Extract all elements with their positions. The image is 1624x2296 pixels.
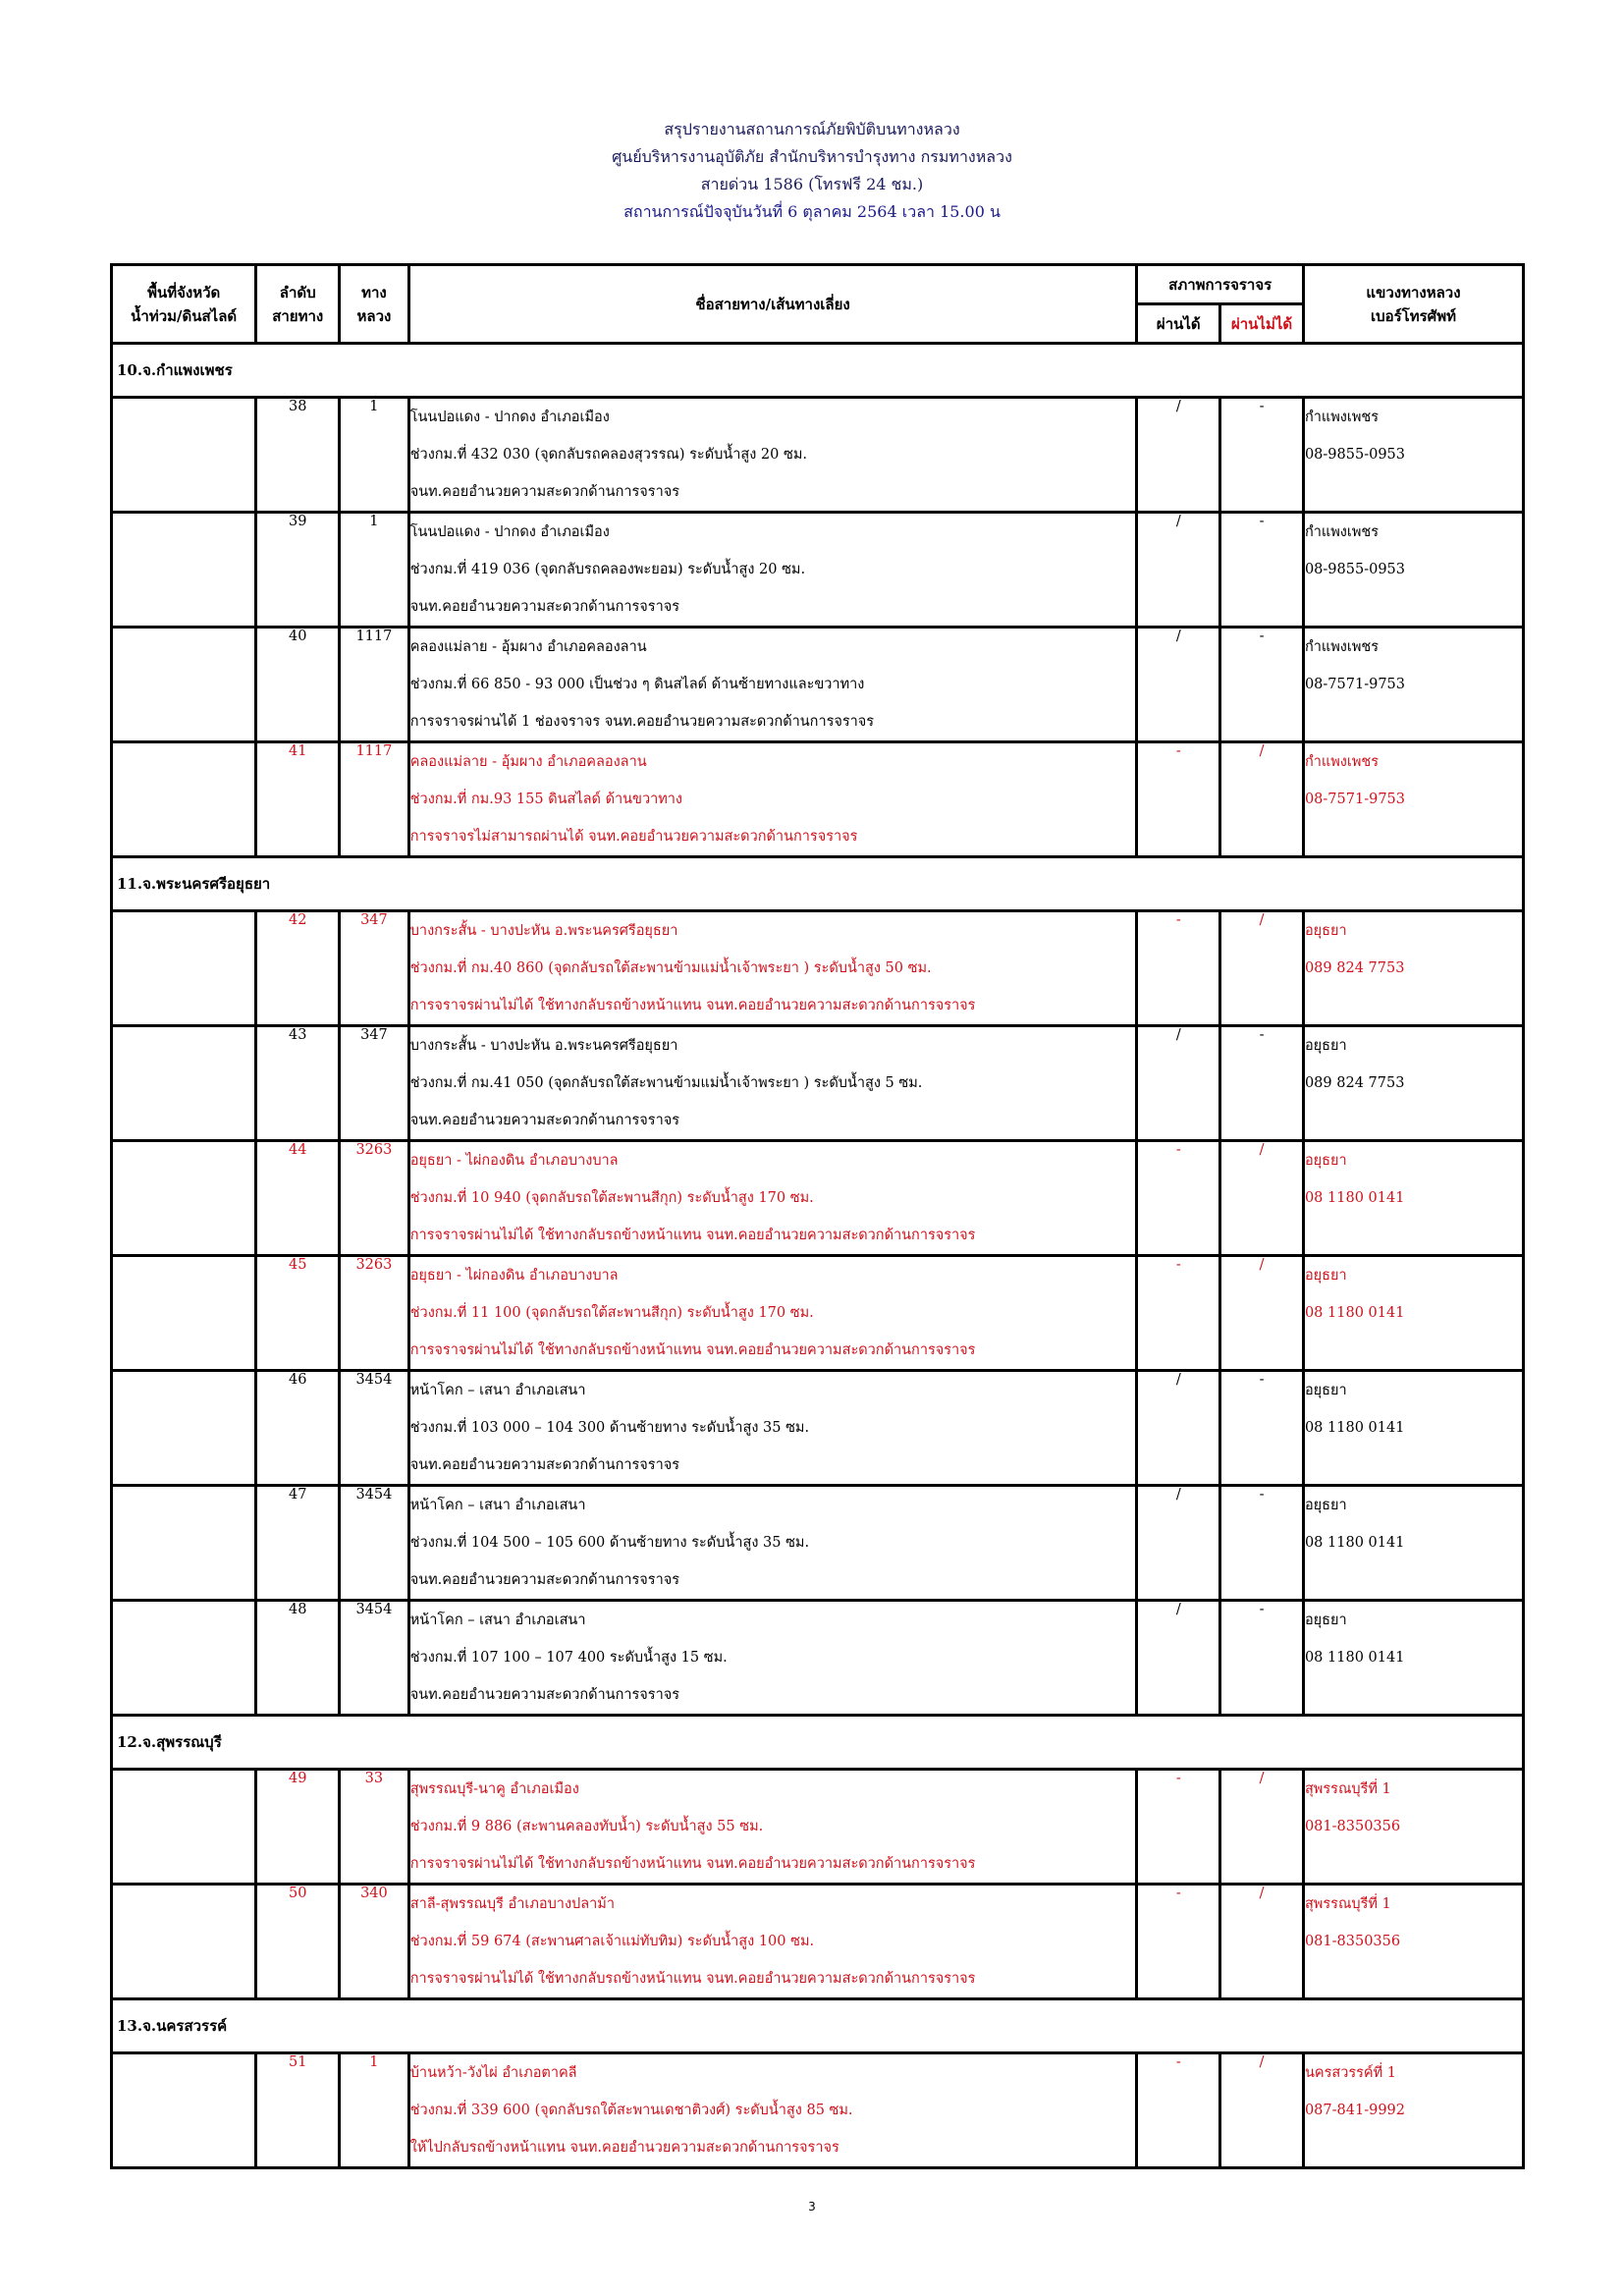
area-cell — [112, 1486, 256, 1601]
column-header-route: ชื่อสายทาง/เส้นทางเลี่ยง — [408, 265, 1137, 344]
sequence-number: 40 — [256, 628, 340, 742]
highway-number: 3454 — [340, 1601, 409, 1716]
highway-number: 3454 — [340, 1371, 409, 1486]
office-phone: 08-7571-9753 — [1304, 677, 1406, 692]
not-passable-mark: / — [1220, 1770, 1304, 1885]
office-cell — [1303, 1601, 1523, 1716]
area-cell — [112, 1770, 256, 1885]
office-phone: 081-8350356 — [1304, 1819, 1401, 1834]
not-passable-mark: / — [1220, 1256, 1304, 1371]
route-name: สุพรรณบุรี-นาคู อำเภอเมือง — [409, 1781, 579, 1797]
sequence-number: 48 — [256, 1601, 340, 1716]
table-row — [112, 1601, 1524, 1716]
office-name: สุพรรณบุรีที่ 1 — [1304, 1781, 1391, 1797]
not-passable-mark: - — [1220, 1601, 1304, 1716]
highway-number: 1 — [340, 2053, 409, 2168]
not-passable-mark: - — [1220, 513, 1304, 628]
table-row — [112, 628, 1524, 742]
province-name: 12.จ.สุพรรณบุรี — [112, 1716, 1524, 1770]
office-name: กำแพงเพชร — [1304, 524, 1380, 540]
route-name: หน้าโคก – เสนา อำเภอเสนา — [409, 1383, 586, 1398]
not-passable-mark: - — [1220, 1026, 1304, 1141]
passable-mark: / — [1137, 1486, 1220, 1601]
page-number: 3 — [808, 2200, 816, 2214]
column-header-office — [1303, 265, 1523, 344]
route-note: จนท.คอยอำนวยความสะดวกด้านการจราจร — [409, 1572, 680, 1588]
not-passable-mark: / — [1220, 742, 1304, 857]
column-header-passable: ผ่านได้ — [1137, 304, 1220, 344]
route-note: จนท.คอยอำนวยความสะดวกด้านการจราจร — [409, 1457, 680, 1473]
province-row — [112, 1999, 1524, 2053]
not-passable-mark: / — [1220, 1885, 1304, 1999]
passable-mark: - — [1137, 742, 1220, 857]
route-cell — [408, 1885, 1137, 1999]
route-name: โนนปอแดง - ปากดง อำเภอเมือง — [409, 524, 610, 540]
sequence-number: 39 — [256, 513, 340, 628]
office-name: กำแพงเพชร — [1304, 410, 1380, 425]
sequence-number: 38 — [256, 398, 340, 513]
route-detail: ช่วงกม.ที่ 59 674 (สะพานศาลเจ้าแม่ทับทิม) ระดับน้ำสูง 100 ซม. — [409, 1934, 815, 1949]
route-detail: ช่วงกม.ที่ กม.41 050 (จุดกลับรถใต้สะพานข้ามแม่น้ำเจ้าพระยา ) ระดับน้ำสูง 5 ซม. — [409, 1075, 923, 1091]
route-name: อยุธยา - ไผ่กองดิน อำเภอบางบาล — [409, 1153, 619, 1169]
table-body — [112, 344, 1524, 2168]
route-cell — [408, 398, 1137, 513]
route-name: บางกระสั้น - บางปะหัน อ.พระนครศรีอยุธยา — [409, 923, 678, 939]
area-cell — [112, 1601, 256, 1716]
office-phone: 08 1180 0141 — [1304, 1650, 1405, 1666]
report-header — [0, 116, 1624, 226]
table-row — [112, 2053, 1524, 2168]
route-detail: ช่วงกม.ที่ 9 886 (สะพานคลองทับน้ำ) ระดับน้ำสูง 55 ซม. — [409, 1819, 764, 1834]
office-phone: 08 1180 0141 — [1304, 1190, 1405, 1206]
route-name: อยุธยา - ไผ่กองดิน อำเภอบางบาล — [409, 1268, 619, 1284]
passable-mark: / — [1137, 1026, 1220, 1141]
header-text: พื้นที่จังหวัด — [147, 283, 221, 301]
sequence-number: 47 — [256, 1486, 340, 1601]
office-name: อยุธยา — [1304, 1613, 1347, 1628]
route-cell — [408, 1601, 1137, 1716]
province-row — [112, 344, 1524, 398]
passable-mark: / — [1137, 1601, 1220, 1716]
office-name: อยุธยา — [1304, 1153, 1347, 1169]
office-name: อยุธยา — [1304, 1383, 1347, 1398]
sequence-number: 42 — [256, 911, 340, 1026]
sequence-number: 50 — [256, 1885, 340, 1999]
sequence-number: 43 — [256, 1026, 340, 1141]
route-detail: ช่วงกม.ที่ 339 600 (จุดกลับรถใต้สะพานเดชาติวงศ์) ระดับน้ำสูง 85 ซม. — [409, 2103, 853, 2118]
column-header-highway — [340, 265, 409, 344]
area-cell — [112, 628, 256, 742]
office-name: อยุธยา — [1304, 923, 1347, 939]
passable-mark: - — [1137, 1256, 1220, 1371]
office-cell — [1303, 1371, 1523, 1486]
table-row — [112, 1885, 1524, 1999]
office-name: สุพรรณบุรีที่ 1 — [1304, 1896, 1391, 1912]
route-note: จนท.คอยอำนวยความสะดวกด้านการจราจร — [409, 484, 680, 500]
office-name: กำแพงเพชร — [1304, 639, 1380, 655]
table-row — [112, 513, 1524, 628]
route-name: หน้าโคก – เสนา อำเภอเสนา — [409, 1613, 586, 1628]
area-cell — [112, 398, 256, 513]
route-detail: ช่วงกม.ที่ กม.40 860 (จุดกลับรถใต้สะพานข้ามแม่น้ำเจ้าพระยา ) ระดับน้ำสูง 50 ซม. — [409, 960, 932, 976]
route-note: การจราจรผ่านไม่ได้ ใช้ทางกลับรถข้างหน้าแทน จนท.คอยอำนวยความสะดวกด้านการจราจร — [409, 1228, 976, 1243]
office-phone: 08 1180 0141 — [1304, 1420, 1405, 1436]
not-passable-mark: - — [1220, 628, 1304, 742]
route-detail: ช่วงกม.ที่ 66 850 - 93 000 เป็นช่วง ๆ ดินสไลด์ ด้านซ้ายทางและขวาทาง — [409, 677, 865, 692]
sequence-number: 49 — [256, 1770, 340, 1885]
area-cell — [112, 1256, 256, 1371]
office-phone: 089 824 7753 — [1304, 1075, 1405, 1091]
office-name: อยุธยา — [1304, 1268, 1347, 1284]
office-name: อยุธยา — [1304, 1498, 1347, 1513]
office-phone: 08 1180 0141 — [1304, 1535, 1405, 1551]
not-passable-mark: - — [1220, 1371, 1304, 1486]
route-cell — [408, 2053, 1137, 2168]
route-detail: ช่วงกม.ที่ กม.93 155 ดินสไลด์ ด้านขวาทาง — [409, 792, 683, 807]
passable-mark: - — [1137, 1141, 1220, 1256]
office-name: กำแพงเพชร — [1304, 754, 1380, 770]
route-note: การจราจรผ่านไม่ได้ ใช้ทางกลับรถข้างหน้าแทน จนท.คอยอำนวยความสะดวกด้านการจราจร — [409, 1971, 976, 1987]
route-note: การจราจรผ่านไม่ได้ ใช้ทางกลับรถข้างหน้าแทน จนท.คอยอำนวยความสะดวกด้านการจราจร — [409, 1856, 976, 1872]
passable-mark: / — [1137, 628, 1220, 742]
route-note: จนท.คอยอำนวยความสะดวกด้านการจราจร — [409, 1113, 680, 1128]
office-cell — [1303, 1256, 1523, 1371]
office-cell — [1303, 398, 1523, 513]
route-detail: ช่วงกม.ที่ 432 030 (จุดกลับรถคลองสุวรรณ) ระดับน้ำสูง 20 ซม. — [409, 447, 807, 463]
highway-number: 347 — [340, 1026, 409, 1141]
report-title: สรุปรายงานสถานการณ์ภัยพิบัติบนทางหลวง — [664, 120, 960, 138]
office-name: อยุธยา — [1304, 1038, 1347, 1054]
route-cell — [408, 911, 1137, 1026]
office-cell — [1303, 513, 1523, 628]
office-phone: 08 1180 0141 — [1304, 1305, 1405, 1321]
passable-mark: - — [1137, 911, 1220, 1026]
route-name: คลองแม่ลาย - อุ้มผาง อำเภอคลองลาน — [409, 754, 647, 770]
column-header-area — [112, 265, 256, 344]
province-name: 13.จ.นครสวรรค์ — [112, 1999, 1524, 2053]
header-text: สายทาง — [272, 306, 324, 325]
not-passable-mark: - — [1220, 1486, 1304, 1601]
table-row — [112, 911, 1524, 1026]
not-passable-mark: / — [1220, 1141, 1304, 1256]
highway-number: 1 — [340, 398, 409, 513]
table-row — [112, 1486, 1524, 1601]
route-name: โนนปอแดง - ปากดง อำเภอเมือง — [409, 410, 610, 425]
not-passable-mark: / — [1220, 911, 1304, 1026]
header-text: แขวงทางหลวง — [1366, 283, 1461, 301]
area-cell — [112, 1026, 256, 1141]
table-row — [112, 1770, 1524, 1885]
office-cell — [1303, 1885, 1523, 1999]
office-cell — [1303, 628, 1523, 742]
highway-number: 1 — [340, 513, 409, 628]
route-detail: ช่วงกม.ที่ 419 036 (จุดกลับรถคลองพะยอม) ระดับน้ำสูง 20 ซม. — [409, 562, 806, 577]
route-cell — [408, 1770, 1137, 1885]
route-detail: ช่วงกม.ที่ 104 500 – 105 600 ด้านซ้ายทาง ระดับน้ำสูง 35 ซม. — [409, 1535, 810, 1551]
route-note: จนท.คอยอำนวยความสะดวกด้านการจราจร — [409, 599, 680, 615]
office-phone: 089 824 7753 — [1304, 960, 1405, 976]
route-detail: ช่วงกม.ที่ 103 000 – 104 300 ด้านซ้ายทาง ระดับน้ำสูง 35 ซม. — [409, 1420, 810, 1436]
route-detail: ช่วงกม.ที่ 11 100 (จุดกลับรถใต้สะพานสีกุก) ระดับน้ำสูง 170 ซม. — [409, 1305, 814, 1321]
highway-number: 1117 — [340, 628, 409, 742]
highway-number: 33 — [340, 1770, 409, 1885]
area-cell — [112, 911, 256, 1026]
route-cell — [408, 1371, 1137, 1486]
area-cell — [112, 1885, 256, 1999]
header-text: น้ำท่วม/ดินสไลด์ — [131, 306, 238, 325]
header-text: หลวง — [356, 306, 392, 325]
sequence-number: 51 — [256, 2053, 340, 2168]
office-phone: 08-7571-9753 — [1304, 792, 1406, 807]
route-note: การจราจรผ่านไม่ได้ ใช้ทางกลับรถข้างหน้าแทน จนท.คอยอำนวยความสะดวกด้านการจราจร — [409, 998, 976, 1013]
highway-number: 3263 — [340, 1256, 409, 1371]
office-name: นครสวรรค์ที่ 1 — [1304, 2065, 1397, 2081]
province-name: 11.จ.พระนครศรีอยุธยา — [112, 857, 1524, 911]
route-note: การจราจรไม่สามารถผ่านได้ จนท.คอยอำนวยความสะดวกด้านการจราจร — [409, 829, 858, 845]
table-row — [112, 742, 1524, 857]
status-time: สถานการณ์ปัจจุบันวันที่ 6 ตุลาคม 2564 เวลา 15.00 น — [623, 202, 1001, 221]
office-cell — [1303, 1026, 1523, 1141]
route-cell — [408, 742, 1137, 857]
route-name: บ้านหว้า-วังไผ่ อำเภอตาคลี — [409, 2065, 577, 2081]
province-name: 10.จ.กำแพงเพชร — [112, 344, 1524, 398]
province-row — [112, 1716, 1524, 1770]
table-row — [112, 398, 1524, 513]
office-cell — [1303, 1486, 1523, 1601]
route-note: การจราจรผ่านไม่ได้ ใช้ทางกลับรถข้างหน้าแทน จนท.คอยอำนวยความสะดวกด้านการจราจร — [409, 1342, 976, 1358]
route-note: ให้ไปกลับรถข้างหน้าแทน จนท.คอยอำนวยความสะดวกด้านการจราจร — [409, 2140, 839, 2156]
office-cell — [1303, 742, 1523, 857]
office-cell — [1303, 2053, 1523, 2168]
route-note: จนท.คอยอำนวยความสะดวกด้านการจราจร — [409, 1687, 680, 1703]
table-row — [112, 1141, 1524, 1256]
route-detail: ช่วงกม.ที่ 10 940 (จุดกลับรถใต้สะพานสีกุก) ระดับน้ำสูง 170 ซม. — [409, 1190, 814, 1206]
office-cell — [1303, 1141, 1523, 1256]
header-text: ทาง — [361, 283, 387, 301]
area-cell — [112, 742, 256, 857]
province-row — [112, 857, 1524, 911]
column-header-not-passable: ผ่านไม่ได้ — [1220, 304, 1304, 344]
not-passable-mark: - — [1220, 398, 1304, 513]
office-phone: 08-9855-0953 — [1304, 562, 1406, 577]
passable-mark: / — [1137, 513, 1220, 628]
passable-mark: - — [1137, 1770, 1220, 1885]
passable-mark: / — [1137, 398, 1220, 513]
area-cell — [112, 1141, 256, 1256]
passable-mark: - — [1137, 2053, 1220, 2168]
highway-number: 3263 — [340, 1141, 409, 1256]
table-row — [112, 1026, 1524, 1141]
highway-number: 3454 — [340, 1486, 409, 1601]
column-header-sequence — [256, 265, 340, 344]
highway-number: 347 — [340, 911, 409, 1026]
route-cell — [408, 628, 1137, 742]
highway-number: 1117 — [340, 742, 409, 857]
route-cell — [408, 1486, 1137, 1601]
disaster-report-table — [110, 263, 1525, 2169]
area-cell — [112, 2053, 256, 2168]
route-cell — [408, 1256, 1137, 1371]
header-text: ลำดับ — [279, 283, 316, 301]
area-cell — [112, 1371, 256, 1486]
office-cell — [1303, 911, 1523, 1026]
office-phone: 087-841-9992 — [1304, 2103, 1406, 2118]
sequence-number: 45 — [256, 1256, 340, 1371]
route-name: บางกระสั้น - บางปะหัน อ.พระนครศรีอยุธยา — [409, 1038, 678, 1054]
route-name: หน้าโคก – เสนา อำเภอเสนา — [409, 1498, 586, 1513]
sequence-number: 46 — [256, 1371, 340, 1486]
route-detail: ช่วงกม.ที่ 107 100 – 107 400 ระดับน้ำสูง 15 ซม. — [409, 1650, 728, 1666]
sequence-number: 41 — [256, 742, 340, 857]
office-phone: 08-9855-0953 — [1304, 447, 1406, 463]
column-header-traffic: สภาพการจราจร — [1137, 265, 1304, 304]
not-passable-mark: / — [1220, 2053, 1304, 2168]
route-name: คลองแม่ลาย - อุ้มผาง อำเภอคลองลาน — [409, 639, 647, 655]
route-cell — [408, 1026, 1137, 1141]
passable-mark: - — [1137, 1885, 1220, 1999]
organization-name: ศูนย์บริหารงานอุบัติภัย สำนักบริหารบำรุงทาง กรมทางหลวง — [612, 147, 1012, 166]
highway-number: 340 — [340, 1885, 409, 1999]
office-cell — [1303, 1770, 1523, 1885]
office-phone: 081-8350356 — [1304, 1934, 1401, 1949]
route-note: การจราจรผ่านได้ 1 ช่องจราจร จนท.คอยอำนวยความสะดวกด้านการจราจร — [409, 714, 875, 730]
table-row — [112, 1371, 1524, 1486]
route-name: สาลี-สุพรรณบุรี อำเภอบางปลาม้า — [409, 1896, 615, 1912]
hotline: สายด่วน 1586 (โทรฟรี 24 ชม.) — [700, 175, 924, 193]
header-text: เบอร์โทรศัพท์ — [1370, 306, 1456, 325]
table-row — [112, 1256, 1524, 1371]
route-cell — [408, 1141, 1137, 1256]
passable-mark: / — [1137, 1371, 1220, 1486]
route-cell — [408, 513, 1137, 628]
sequence-number: 44 — [256, 1141, 340, 1256]
area-cell — [112, 513, 256, 628]
